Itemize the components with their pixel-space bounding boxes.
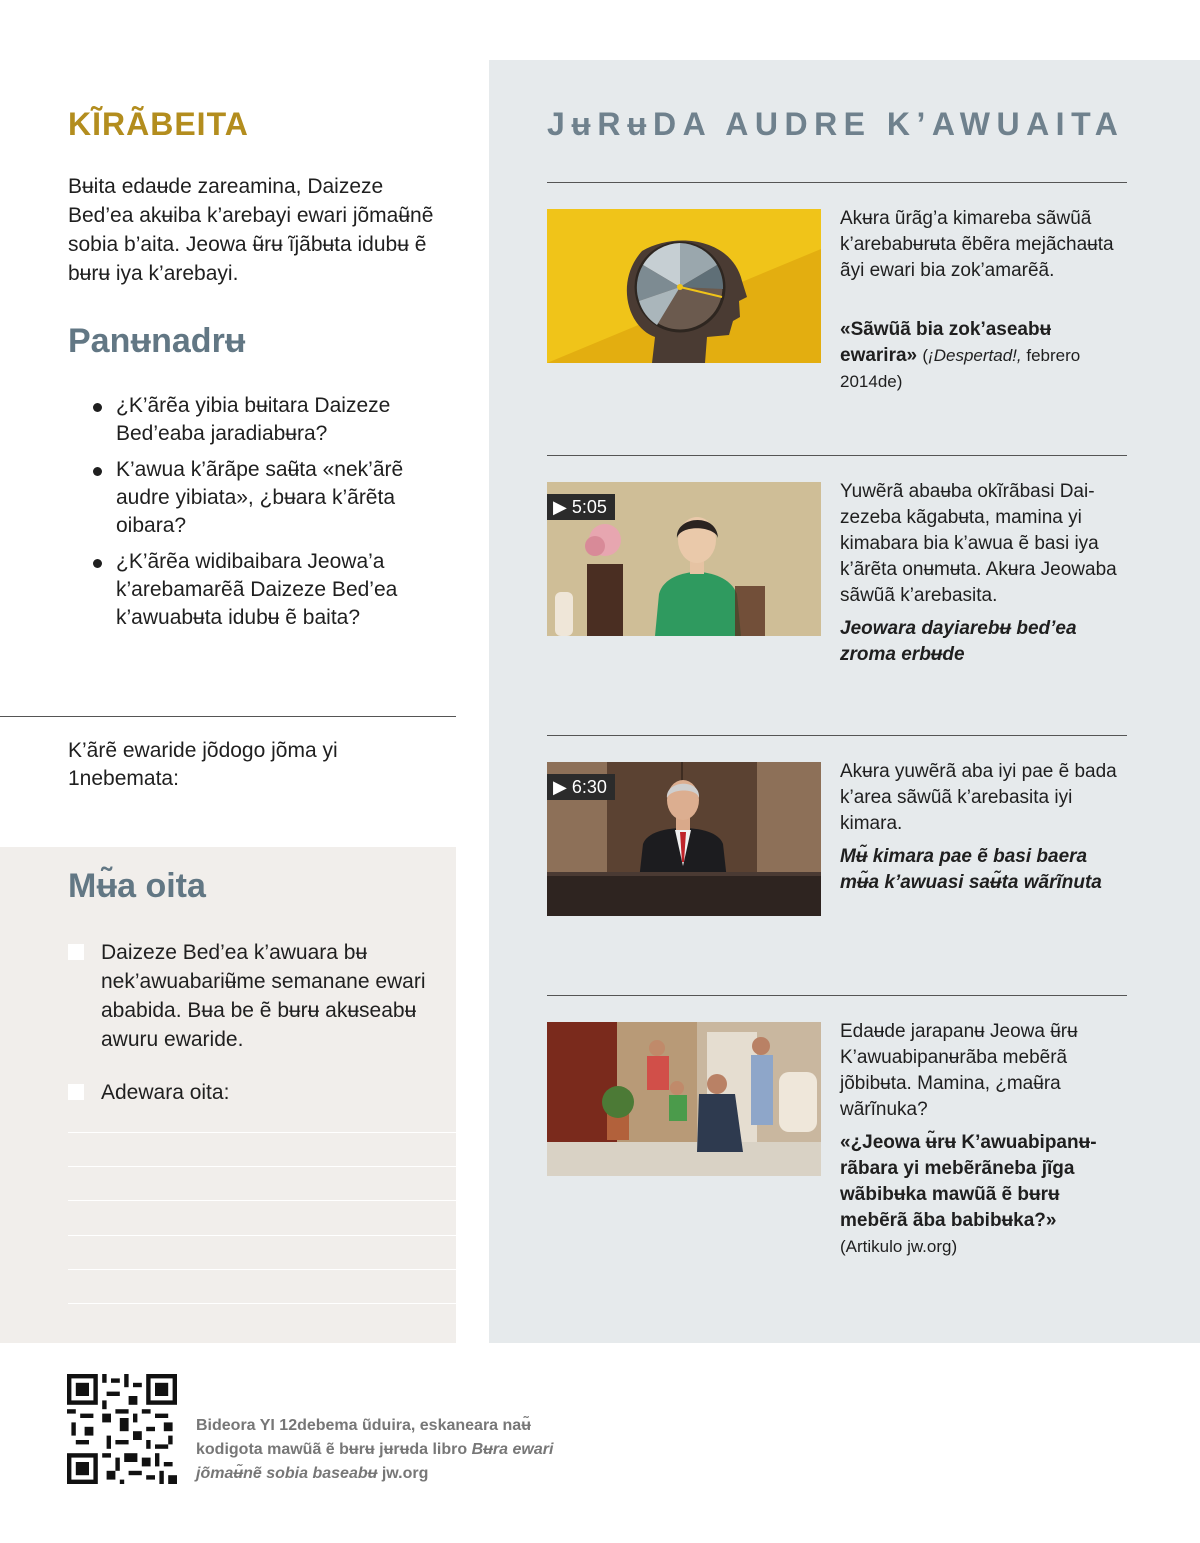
item-title: «Sãwũã bia zok’aseabʉ ewarira» xyxy=(840,319,1052,366)
review-question: ¿K’ãrẽa yibia bʉitara Daizeze Bed’eaba jaradiabʉra? xyxy=(90,392,440,448)
writing-line[interactable] xyxy=(68,1303,456,1304)
footer-note xyxy=(196,1414,596,1486)
item-link[interactable] xyxy=(840,1130,1130,1260)
item-description: Edaʉde jarapanʉ Jeowa ʉ̃rʉ K’awuabipanʉrãba mebẽrã jõbibʉta. Mamina, ¿maʉ̃ra wãrĩnuka? xyxy=(840,1021,1078,1120)
todo-item-label: Daizeze Bed’ea k’awuara bʉ nek’awuabariʉ̃me semanane ewari ababida. Bʉa be ẽ bʉrʉ akʉseabʉ awuru ewaride. xyxy=(101,941,426,1051)
footer-site[interactable]: jw.org xyxy=(377,1465,429,1482)
qr-code-icon[interactable] xyxy=(67,1374,177,1484)
play-icon: ▶ xyxy=(553,777,572,797)
publication-date: febrero 2014de) xyxy=(840,346,1081,391)
footer-note-text: Bideora YI 12debema ũduira, eskaneara naʉ̃ kodigota mawũã ẽ bʉrʉ jʉrʉda libro xyxy=(196,1417,531,1458)
todo-item[interactable] xyxy=(68,1078,428,1107)
item-separator xyxy=(547,995,1127,996)
video-duration xyxy=(547,774,615,800)
video-duration-text: 6:30 xyxy=(571,777,607,797)
review-question: ¿K’ãrẽa widibaibara Jeowa’a k’arebamarẽã Daizeze Bed’ea k’awuabʉta idubʉ ẽ baita? xyxy=(90,548,440,632)
writing-line[interactable] xyxy=(68,1235,456,1236)
family-photo xyxy=(547,1022,821,1176)
item-separator xyxy=(547,455,1127,456)
article-thumbnail[interactable] xyxy=(547,1022,821,1176)
item-description: Akʉra ũrãg’a kimareba sãwũã k’arebabʉrʉta ẽbẽra mejãchaʉta ãyi ewari bia zok’amarẽã. xyxy=(840,208,1114,281)
review-question-list xyxy=(90,392,440,640)
video-thumbnail[interactable] xyxy=(547,762,821,916)
video-duration-text: 5:05 xyxy=(571,497,607,517)
goal-text: K’ãrẽ ewaride jõdogo jõma yi 1nebemata: xyxy=(68,739,338,790)
section-divider xyxy=(0,716,456,717)
item-source: (¡Despertad!, febrero 2014de) xyxy=(840,346,1081,391)
explore-heading: JʉRʉDA AUDRE K’AWUAITA xyxy=(547,106,1125,142)
summary-text: Bʉita edaʉde zareamina, Daizeze Bed’ea akʉiba k’arebayi ewari jõmaʉ̃nẽ sobia b’aita. Jeowa ʉ̃rʉ ĩjãbʉta idubʉ ẽ bʉrʉ iya k’arebayi. xyxy=(68,175,434,285)
item-title: «¿Jeowa ʉ̃rʉ K’awuabipanʉrãbara yi mebẽrãneba jĩga wãbibʉka mawũã ẽ bʉrʉ mebẽrã ãba babibʉka?» xyxy=(840,1132,1097,1231)
item-description: Yuwẽrã abaʉba okĩrãbasi Daizezeba kãgabʉta, mamina yi kimabara bia k’awua ẽ basi iya k’ãrẽta onʉmʉta. Akʉra Jeowaba sãwũã k’arebasita. xyxy=(840,481,1117,606)
checkbox[interactable] xyxy=(68,1084,84,1100)
item-link[interactable] xyxy=(840,317,1130,395)
summary-heading: KĨRÃBEITA xyxy=(68,106,249,142)
todo-heading: Mʉ̃a oita xyxy=(68,867,206,905)
video-thumbnail[interactable] xyxy=(547,482,821,636)
article-thumbnail[interactable] xyxy=(547,209,821,363)
item-description: Akʉra yuwẽrã aba iyi pae ẽ bada k’area sãwũã k’arebasita iyi kimara. xyxy=(840,761,1117,834)
todo-item[interactable] xyxy=(68,938,428,1054)
book-title[interactable]: Bʉra ewari jõmaʉ̃nẽ sobia baseabʉ xyxy=(196,1441,554,1482)
writing-line[interactable] xyxy=(68,1166,456,1167)
item-separator xyxy=(547,182,1127,183)
review-heading: Panʉnadrʉ xyxy=(68,322,246,360)
writing-line[interactable] xyxy=(68,1269,456,1270)
writing-line[interactable] xyxy=(68,1200,456,1201)
publication-name: ¡Despertad!, xyxy=(928,346,1022,365)
item-separator xyxy=(547,735,1127,736)
head-clock-illustration xyxy=(547,209,821,363)
play-icon: ▶ xyxy=(553,497,572,517)
item-title[interactable]: Mʉ̃ kimara pae ẽ basi baera mʉ̃a k’awuasi saʉ̃ta wãrĩnuta xyxy=(840,846,1102,893)
checkbox[interactable] xyxy=(68,944,84,960)
video-duration xyxy=(547,494,615,520)
item-title[interactable]: Jeowara dayiarebʉ bed’ea zroma erbʉde xyxy=(840,618,1077,665)
todo-item-label: Adewara oita: xyxy=(101,1081,230,1104)
item-source: (Artikulo jw.org) xyxy=(840,1237,958,1256)
writing-line[interactable] xyxy=(68,1132,456,1133)
review-question: K’awua k’ãrãpe saʉ̃ta «nek’ãrẽ audre yibiata», ¿bʉara k’ãrẽta oibara? xyxy=(90,456,440,540)
